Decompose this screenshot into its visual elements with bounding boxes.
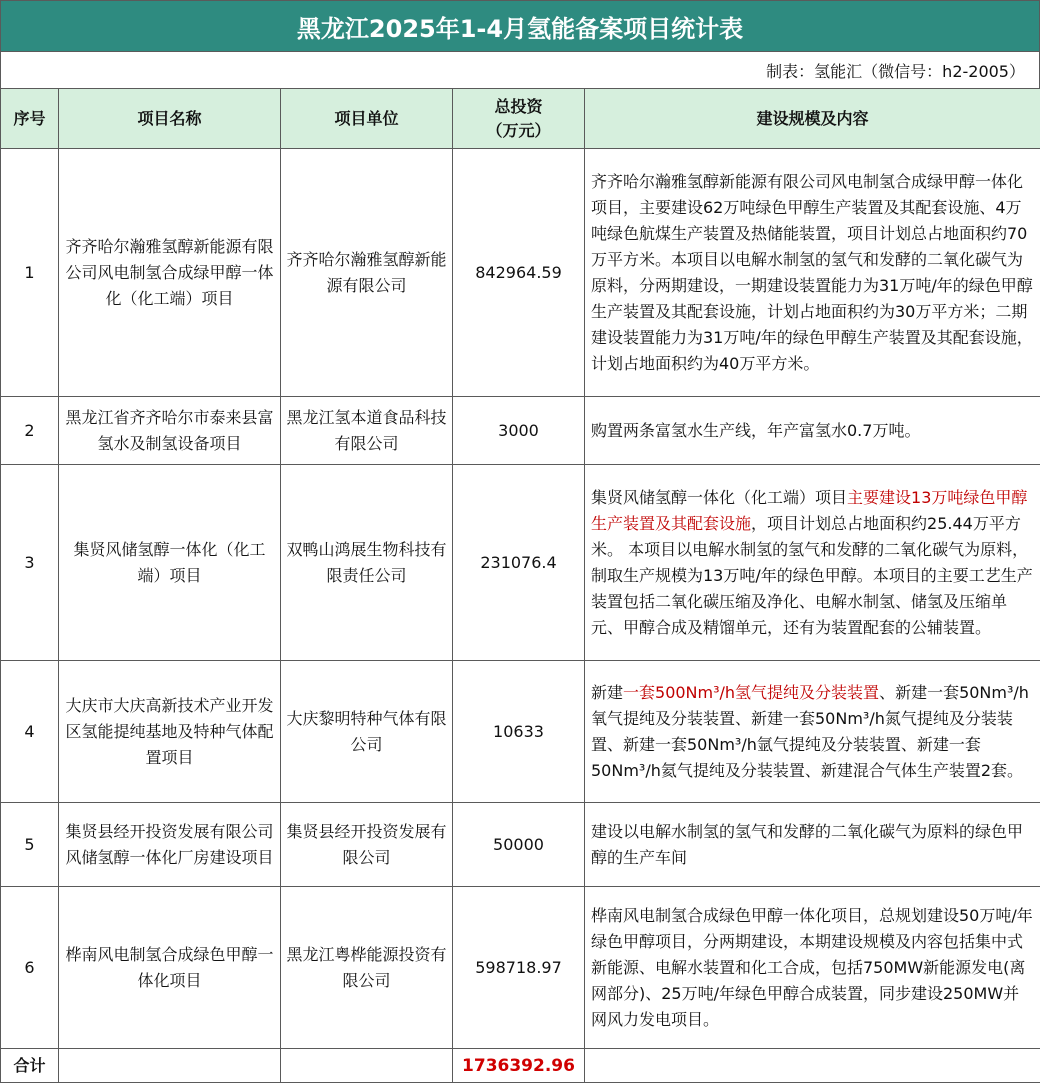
row-unit: 集贤县经开投资发展有限公司 <box>281 803 453 887</box>
projects-table <box>0 88 1040 1083</box>
table-row <box>1 661 1040 803</box>
header-invest-line1: 总投资 <box>457 95 580 119</box>
scale-highlight: 一套500Nm³/h氢气提纯及分装装置 <box>623 683 879 702</box>
row-project-name: 集贤风储氢醇一体化（化工端）项目 <box>59 465 281 661</box>
row-unit: 黑龙江氢本道食品科技有限公司 <box>281 397 453 465</box>
row-project-name: 桦南风电制氢合成绿色甲醇一体化项目 <box>59 887 281 1049</box>
sheet-title: 黑龙江2025年1-4月氢能备案项目统计表 <box>0 0 1040 52</box>
total-row <box>1 1049 1040 1083</box>
row-no: 3 <box>1 465 59 661</box>
row-unit: 大庆黎明特种气体有限公司 <box>281 661 453 803</box>
header-invest <box>453 89 585 149</box>
row-scale: 建设以电解水制氢的氢气和发酵的二氧化碳气为原料的绿色甲醇的生产车间 <box>585 803 1040 887</box>
row-scale: 购置两条富氢水生产线，年产富氢水0.7万吨。 <box>585 397 1040 465</box>
header-unit: 项目单位 <box>281 89 453 149</box>
row-investment: 598718.97 <box>453 887 585 1049</box>
total-investment: 1736392.96 <box>453 1049 585 1083</box>
total-empty-cell <box>59 1049 281 1083</box>
table-row <box>1 887 1040 1049</box>
row-investment: 50000 <box>453 803 585 887</box>
header-scale: 建设规模及内容 <box>585 89 1040 149</box>
header-no: 序号 <box>1 89 59 149</box>
scale-highlight: 主要建设13万吨绿色甲醇生产装置及其配套设施 <box>591 488 1027 533</box>
row-scale: 齐齐哈尔瀚雅氢醇新能源有限公司风电制氢合成绿甲醇一体化项目，主要建设62万吨绿色甲醇生产装置及其配套设施、4万吨绿色航煤生产装置及热储能装置，项目计划总占地面积约70万平方米。本项目以电解水制氢的氢气和发酵的二氧化碳气为原料，分两期建设，一期建设装置能力为31万吨/年的绿色甲醇生产装置及其配套设施，计划占地面积约为30万平方米；二期建设装置能力为31万吨/年的绿色甲醇生产装置及其配套设施，计划占地面积约为40万平方米。 <box>585 149 1040 397</box>
row-scale: 桦南风电制氢合成绿色甲醇一体化项目，总规划建设50万吨/年绿色甲醇项目，分两期建设，本期建设规模及内容包括集中式新能源、电解水装置和化工合成，包括750MW新能源发电(离网部分)、25万吨/年绿色甲醇合成装置，同步建设250MW并网风力发电项目。 <box>585 887 1040 1049</box>
row-project-name: 大庆市大庆高新技术产业开发区氢能提纯基地及特种气体配置项目 <box>59 661 281 803</box>
row-unit: 齐齐哈尔瀚雅氢醇新能源有限公司 <box>281 149 453 397</box>
row-scale <box>585 465 1040 661</box>
header-invest-line2: （万元） <box>457 119 580 143</box>
scale-text: 新建 <box>591 683 623 702</box>
table-row <box>1 149 1040 397</box>
row-no: 4 <box>1 661 59 803</box>
row-investment: 231076.4 <box>453 465 585 661</box>
total-empty-cell <box>585 1049 1040 1083</box>
header-name: 项目名称 <box>59 89 281 149</box>
table-row <box>1 803 1040 887</box>
row-investment: 842964.59 <box>453 149 585 397</box>
row-project-name: 齐齐哈尔瀚雅氢醇新能源有限公司风电制氢合成绿甲醇一体化（化工端）项目 <box>59 149 281 397</box>
row-project-name: 集贤县经开投资发展有限公司风储氢醇一体化厂房建设项目 <box>59 803 281 887</box>
row-scale <box>585 661 1040 803</box>
scale-text: 、新建一套50Nm³/h氧气提纯及分装装置、新建一套50Nm³/h氮气提纯及分装装置、新建一套50Nm³/h氩气提纯及分装装置、新建一套50Nm³/h氦气提纯及分装装置、新建混合气体生产装置2套。 <box>591 683 1029 780</box>
header-row <box>1 89 1040 149</box>
row-no: 1 <box>1 149 59 397</box>
row-no: 6 <box>1 887 59 1049</box>
scale-text: 集贤风储氢醇一体化（化工端）项目 <box>591 488 847 507</box>
credit-line: 制表：氢能汇（微信号：h2-2005） <box>0 52 1040 88</box>
row-investment: 3000 <box>453 397 585 465</box>
row-project-name: 黑龙江省齐齐哈尔市泰来县富氢水及制氢设备项目 <box>59 397 281 465</box>
row-unit: 双鸭山鸿展生物科技有限责任公司 <box>281 465 453 661</box>
table-row <box>1 465 1040 661</box>
row-no: 2 <box>1 397 59 465</box>
scale-text: ，项目计划总占地面积约25.44万平方米。 本项目以电解水制氢的氢气和发酵的二氧化碳气为原料，制取生产规模为13万吨/年的绿色甲醇。本项目的主要工艺生产装置包括二氧化碳压缩及净化、电解水制氢、储氢及压缩单元、甲醇合成及精馏单元，还有为装置配套的公辅装置。 <box>591 514 1033 637</box>
row-investment: 10633 <box>453 661 585 803</box>
row-no: 5 <box>1 803 59 887</box>
row-unit: 黑龙江粤桦能源投资有限公司 <box>281 887 453 1049</box>
total-empty-cell <box>281 1049 453 1083</box>
table-row <box>1 397 1040 465</box>
total-label: 合计 <box>1 1049 59 1083</box>
